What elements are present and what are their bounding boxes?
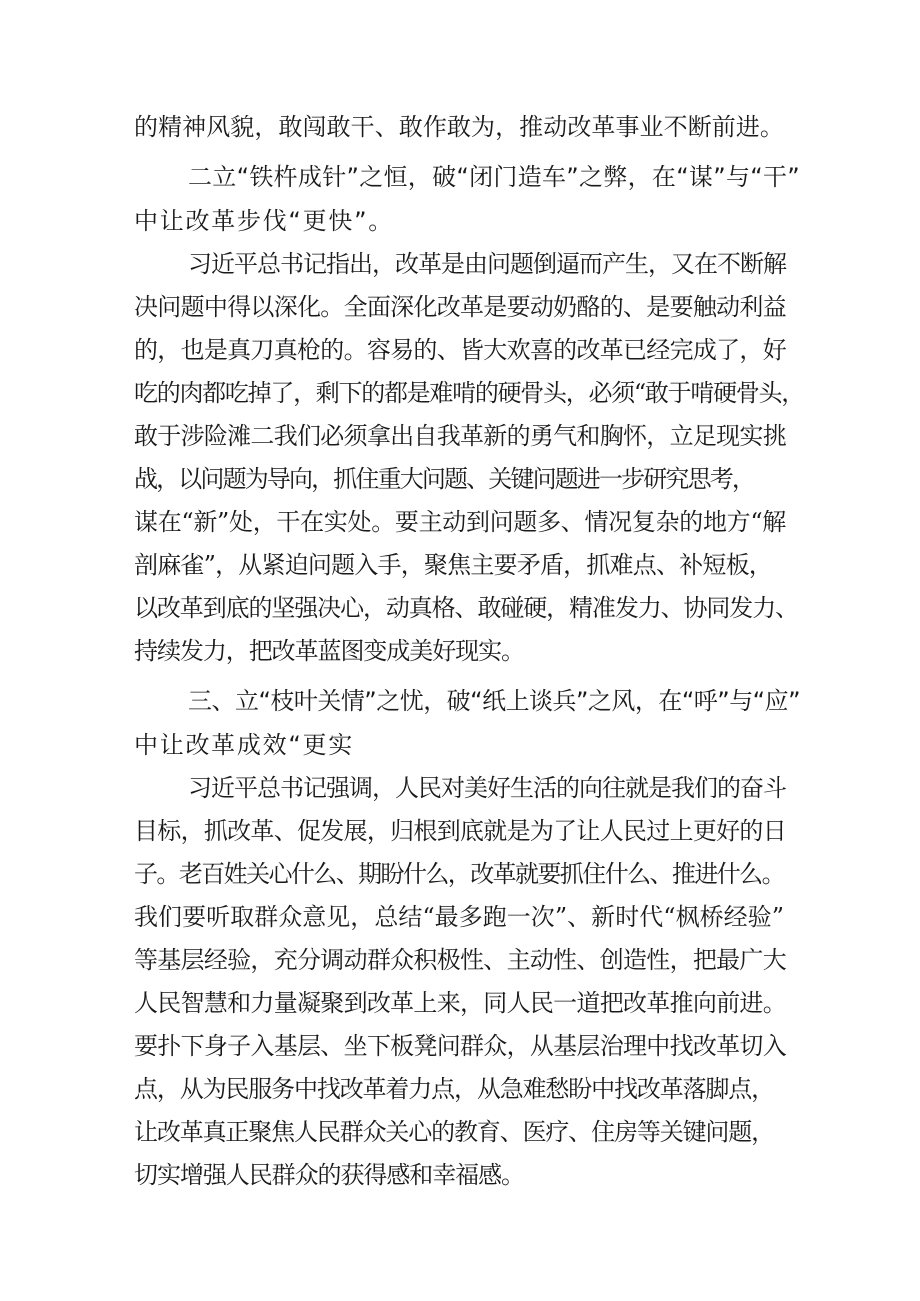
body-line: 剖麻雀”，从紧迫问题入手，聚焦主要矛盾，抓难点、补短板， xyxy=(134,551,772,579)
body-line: 吃的肉都吃掉了，剩下的都是难啃的硬骨头，必须“敢于啃硬骨头， xyxy=(134,379,804,407)
body-line: 目标，抓改革、促发展，归根到底就是为了让人民过上更好的日 xyxy=(134,817,786,845)
body-line: 子。老百姓关心什么、期盼什么，改革就要抓住什么、推进什么。 xyxy=(134,860,784,888)
body-line: 决问题中得以深化。全面深化改革是要动奶酪的、是要触动利益 xyxy=(134,293,786,321)
body-line: 要扑下身子入基层、坐下板凳问群众，从基层治理中找改革切入 xyxy=(134,1032,786,1060)
body-line: 敢于涉险滩二我们必须拿出自我革新的勇气和胸怀，立足现实挑 xyxy=(134,422,786,450)
body-line: 谋在“新”处，干在实处。要主动到问题多、情况复杂的地方“解 xyxy=(134,508,786,536)
body-line: 持续发力，把改革蓝图变成美好现实。 xyxy=(134,637,524,665)
body-line: 点，从为民服务中找改革着力点，从急难愁盼中找改革落脚点， xyxy=(134,1075,774,1103)
body-line: 人民智慧和力量凝聚到改革上来，同人民一道把改革推向前进。 xyxy=(134,989,786,1017)
body-line: 习近平总书记强调，人民对美好生活的向往就是我们的奋斗 xyxy=(188,774,786,802)
body-line: 的，也是真刀真枪的。容易的、皆大欢喜的改革已经完成了，好 xyxy=(134,336,786,364)
body-line: 我们要听取群众意见，总结“最多跑一次”、新时代“枫桥经验” xyxy=(134,903,784,931)
section-heading-line: 中让改革成效“更实 xyxy=(134,731,354,759)
body-line: 战，以问题为导向，抓住重大问题、关键问题进一步研究思考， xyxy=(134,465,754,493)
section-heading-line: 中让改革步伐“更快”。 xyxy=(134,207,394,235)
body-line: 以改革到底的坚强决心，动真格、敢碰硬，精准发力、协同发力、 xyxy=(134,594,798,622)
body-line: 等基层经验，充分调动群众积极性、主动性、创造性，把最广大 xyxy=(134,946,786,974)
body-line: 切实增强人民群众的获得感和幸福感。 xyxy=(134,1161,524,1189)
section-heading-line: 三、立“枝叶关情”之忧，破“纸上谈兵”之风，在“呼”与“应” xyxy=(188,687,800,715)
section-heading-line: 二立“铁杵成针”之恒，破“闭门造车”之弊，在“谋”与“干” xyxy=(188,163,800,191)
body-line: 的精神风貌，敢闯敢干、敢作敢为，推动改革事业不断前进。 xyxy=(134,113,784,141)
body-line: 让改革真正聚焦人民群众关心的教育、医疗、住房等关键问题， xyxy=(134,1118,774,1146)
body-line: 习近平总书记指出，改革是由问题倒逼而产生，又在不断解 xyxy=(188,250,786,278)
